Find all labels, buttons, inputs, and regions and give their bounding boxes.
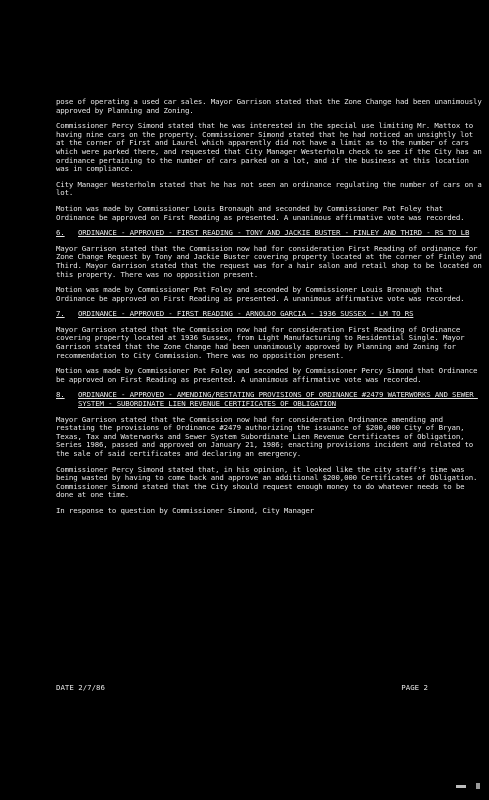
agenda-item-number: 8.	[56, 390, 65, 400]
paragraph-simond-special-use: Commissioner Percy Simond stated that he was interested in the special use limiting Mr. Mattox to having nine cars on the property. Commissioner Simond stated that he had noticed an unsightly lot at the corner of First and Laurel which apparently did not have a limit as to the number of cars which were parked there, and requested that City Manager Westerholm check to see if the City has an ordinance pertaining to the number of cars parked on a lot, and if the business at this location was in compliance.	[56, 121, 486, 174]
agenda-item-number: 6.	[56, 228, 65, 238]
paragraph-item8-response: In response to question by Commissioner Simond, City Manager	[56, 505, 314, 515]
agenda-item-8-heading	[56, 391, 482, 408]
agenda-item-title: ORDINANCE - APPROVED - FIRST READING - TONY AND JACKIE BUSTER - FINLEY AND THIRD - RS TO LB	[78, 228, 470, 238]
scan-artifact	[476, 783, 480, 789]
footer-page-number: PAGE 2	[401, 683, 428, 692]
agenda-item-title: ORDINANCE - APPROVED - FIRST READING - ARNOLDO GARCIA - 1936 SUSSEX - LM TO RS	[78, 309, 414, 319]
page-footer	[56, 683, 428, 692]
paragraph-item6-motion: Motion was made by Commissioner Pat Foley and seconded by Commissioner Louis Bronaugh that Ordinance be approved on First Reading as presented. A unanimous affirmative vote was recorded.	[56, 285, 465, 303]
agenda-item-6-heading	[56, 229, 482, 238]
agenda-item-7-heading	[56, 310, 482, 319]
agenda-item-title: ORDINANCE - APPROVED - AMENDING/RESTATING PROVISIONS OF ORDINANCE #2479 WATERWORKS AND SEWER SYSTEM - SUBORDINATE LIEN REVENUE CERTIFICATES OF OBLIGATION	[78, 390, 478, 409]
paragraph-item7-consideration: Mayor Garrison stated that the Commission now had for consideration First Reading of Ordinance covering property located at 1936 Sussex, from Light Manufacturing to Residential Single. Mayor Garrison stated that the Zone Change had been unanimously approved by Planning and Zoning for recommendation to City Commission. There was no opposition present.	[56, 324, 469, 360]
minutes-page	[56, 97, 486, 523]
paragraph-item7-motion: Motion was made by Commissioner Pat Foley and seconded by Commissioner Percy Simond that Ordinance be approved on First Reading as presented. A unanimous affirmative vote was recorded.	[56, 366, 482, 384]
agenda-item-number: 7.	[56, 309, 65, 319]
scan-artifact	[456, 785, 466, 788]
paragraph-item8-consideration: Mayor Garrison stated that the Commission now had for consideration Ordinance amending and restating the provisions of Ordinance #2479 authorizing the issuance of $200,000 City of Bryan, Texas, Tax and Waterworks and Sewer System Subordinate Lien Revenue Certificates of Obligation, Series 1986, passed and approved on January 21, 1986; enacting provisions incident and related to the sale of said certificates and declaring an emergency.	[56, 414, 478, 458]
footer-date: DATE 2/7/86	[56, 683, 105, 692]
paragraph-motion-item5: Motion was made by Commissioner Louis Bronaugh and seconded by Commissioner Pat Foley that Ordinance be approved on First Reading as presented. A unanimous affirmative vote was recorded.	[56, 203, 465, 222]
paragraph-continuation: pose of operating a used car sales. Mayor Garrison stated that the Zone Change had been unanimously approved by Planning and Zoning.	[56, 97, 486, 115]
paragraph-westerholm-reply: City Manager Westerholm stated that he has not seen an ordinance regulating the number of cars on a lot.	[56, 179, 486, 198]
paragraph-item8-simond-comment: Commissioner Percy Simond stated that, in his opinion, it looked like the city staff's time was being wasted by having to come back and approve an additional $200,000 Certificates of Obligation. Commissioner Simond stated that the City should request enough money to do whatever needs to be done at one time.	[56, 464, 482, 500]
paragraph-item6-consideration: Mayor Garrison stated that the Commission now had for consideration First Reading of ordinance for Zone Change Request by Tony and Jackie Buster covering property located at the corner of Finley and Third. Mayor Garrison stated that the request was for a hair salon and retail shop to be located on this property. There was no opposition present.	[56, 243, 486, 279]
